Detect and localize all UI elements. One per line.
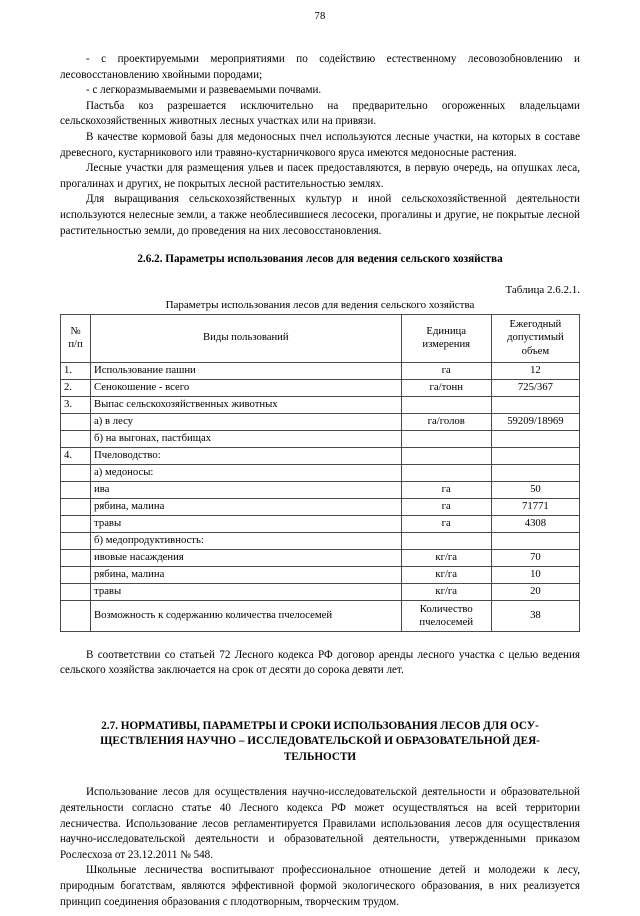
cell-type: ива	[91, 481, 402, 498]
cell-type: Возможность к содержанию количества пчелосемей	[91, 600, 402, 631]
header-cell-num	[61, 315, 91, 363]
cell-type: Сенокошение - всего	[91, 379, 402, 396]
cell-unit: га/тонн	[401, 379, 491, 396]
cell-num	[61, 464, 91, 481]
cell-vol: 12	[491, 362, 579, 379]
table-row	[61, 532, 580, 549]
table-label: Таблица 2.6.2.1.	[505, 284, 580, 297]
cell-type: рябина, малина	[91, 498, 402, 515]
cell-vol	[491, 430, 579, 447]
bullet-paragraph-2: - с легкоразмываемыми и развеваемыми почвами.	[86, 84, 322, 97]
cell-unit: га	[401, 362, 491, 379]
table-row	[61, 549, 580, 566]
cell-vol: 20	[491, 583, 579, 600]
header-num-line1: №	[70, 324, 81, 337]
cell-vol: 4308	[491, 515, 579, 532]
cell-type: Выпас сельскохозяйственных животных	[91, 396, 402, 413]
cell-unit: кг/га	[401, 566, 491, 583]
table-row	[61, 413, 580, 430]
table-row	[61, 498, 580, 515]
header-vol-line1: Ежегодный	[509, 318, 562, 331]
cell-num	[61, 532, 91, 549]
table-caption: Параметры использования лесов для ведения сельского хозяйства	[165, 299, 475, 312]
table-row	[61, 566, 580, 583]
table-row	[61, 600, 580, 631]
table-header-row	[61, 315, 580, 363]
table-row	[61, 481, 580, 498]
cell-num: 4.	[61, 447, 91, 464]
page-number: 78	[314, 11, 326, 22]
section-27-paragraph-2: Школьные лесничества воспитывают профессиональное отношение детей и молодежи к лесу, природным богатствам, являются эффективной формой экологического образования, в них реализуется принцип соединения образования с плодотворным, творческим трудом.	[60, 864, 580, 908]
header-unit-line1: Единица	[426, 324, 467, 337]
cell-num	[61, 413, 91, 430]
cell-type: б) на выгонах, пастбищах	[91, 430, 402, 447]
cell-num	[61, 498, 91, 515]
cell-vol: 70	[491, 549, 579, 566]
table-row	[61, 430, 580, 447]
body-paragraph-3: Лесные участки для размещения ульев и пасек предоставляются, в первую очередь, на опушках леса, прогалинах и других, не покрытых лесной растительностью землях.	[60, 162, 580, 190]
cell-num: 2.	[61, 379, 91, 396]
cell-vol: 59209/18969	[491, 413, 579, 430]
cell-num	[61, 566, 91, 583]
cell-unit: кг/га	[401, 549, 491, 566]
cell-num	[61, 481, 91, 498]
table-row	[61, 396, 580, 413]
cell-num: 3.	[61, 396, 91, 413]
cell-num	[61, 583, 91, 600]
after-table-paragraph: В соответствии со статьей 72 Лесного кодекса РФ договор аренды лесного участка с целью ведения сельского хозяйства заключается на срок от десяти до сорока девяти лет.	[60, 648, 580, 677]
cell-type: б) медопродуктивность:	[91, 532, 402, 549]
cell-num	[61, 430, 91, 447]
cell-unit	[401, 532, 491, 549]
table-row	[61, 583, 580, 600]
section-27-paragraph-1: Использование лесов для осуществления научно-исследовательской деятельности и образовательной деятельности согласно статье 40 Лесного кодекса РФ может осуществляться на всей территории лесничества. Использование лесов регламентируется Правилами использования лесов для осуществления научно-исследовательской деятельности и образовательной деятельности, утвержденными приказом Рослесхоза от 23.12.2011 № 548.	[60, 786, 580, 861]
body-paragraph-4: Для выращивания сельскохозяйственных культур и иной сельскохозяйственной деятельности используются нелесные земли, а также необлесившиеся лесосеки, прогалины и другие, не покрытые лесной растительностью земли, до проведения на них лесовосстановления.	[60, 193, 580, 237]
cell-type: Пчеловодство:	[91, 447, 402, 464]
document-page	[0, 11, 640, 916]
cell-unit: га	[401, 481, 491, 498]
cell-vol: 725/367	[491, 379, 579, 396]
cell-vol	[491, 396, 579, 413]
cell-unit-line2: пчелосемей	[419, 615, 474, 628]
page-content	[60, 22, 580, 910]
table-row	[61, 515, 580, 532]
cell-unit	[401, 447, 491, 464]
params-table	[60, 314, 580, 632]
table-body	[61, 362, 580, 631]
cell-type: ивовые насаждения	[91, 549, 402, 566]
cell-num	[61, 515, 91, 532]
cell-vol: 10	[491, 566, 579, 583]
cell-num: 1.	[61, 362, 91, 379]
body-paragraph-2: В качестве кормовой базы для медоносных пчел используются лесные участки, на которых в составе древесного, кустарникового или травяно-кустарничкового яруса имеются медоносные растения.	[60, 130, 580, 159]
cell-unit	[401, 430, 491, 447]
cell-unit: га	[401, 515, 491, 532]
header-vol-line3: объем	[521, 344, 550, 357]
cell-vol: 50	[491, 481, 579, 498]
section-heading-262: 2.6.2. Параметры использования лесов для ведения сельского хозяйства	[137, 253, 503, 266]
section-heading-27-line2: ЩЕСТВЛЕНИЯ НАУЧНО – ИССЛЕДОВАТЕЛЬСКОЙ И ОБРАЗОВАТЕЛЬНОЙ ДЕЯ-	[100, 735, 540, 748]
cell-type: а) медоносы:	[91, 464, 402, 481]
cell-unit: га/голов	[401, 413, 491, 430]
cell-num	[61, 549, 91, 566]
body-paragraph-1: Пастьба коз разрешается исключительно на предварительно огороженных владельцами сельскохозяйственных животных лесных участках или на привязи.	[60, 99, 580, 128]
section-heading-27-line1: 2.7. НОРМАТИВЫ, ПАРАМЕТРЫ И СРОКИ ИСПОЛЬЗОВАНИЯ ЛЕСОВ ДЛЯ ОСУ-	[101, 719, 539, 732]
cell-num	[61, 600, 91, 631]
cell-vol	[491, 464, 579, 481]
table-row	[61, 447, 580, 464]
cell-vol	[491, 532, 579, 549]
cell-vol: 38	[491, 600, 579, 631]
header-cell-vol	[491, 315, 579, 363]
cell-type: Использование пашни	[91, 362, 402, 379]
cell-type: травы	[91, 583, 402, 600]
cell-unit	[401, 464, 491, 481]
cell-unit-line1: Количество	[419, 602, 473, 615]
header-vol-line2: допустимый	[507, 331, 564, 344]
bullet-paragraph-1: - с проектируемыми мероприятиями по содействию естественному лесовозобновлению и лесовосстановлению хвойными породами;	[60, 53, 580, 81]
cell-type: а) в лесу	[91, 413, 402, 430]
cell-vol	[491, 447, 579, 464]
section-heading-27	[62, 719, 578, 766]
cell-unit	[401, 396, 491, 413]
cell-vol: 71771	[491, 498, 579, 515]
table-row	[61, 464, 580, 481]
section-heading-27-line3: ТЕЛЬНОСТИ	[283, 750, 357, 763]
header-cell-type: Виды пользований	[91, 315, 402, 363]
cell-unit: кг/га	[401, 583, 491, 600]
table-row	[61, 362, 580, 379]
cell-type: травы	[91, 515, 402, 532]
header-unit-line2: измерения	[422, 337, 471, 350]
header-num-line2: п/п	[68, 337, 83, 350]
cell-type: рябина, малина	[91, 566, 402, 583]
cell-unit: га	[401, 498, 491, 515]
cell-unit	[401, 600, 491, 631]
table-row	[61, 379, 580, 396]
header-cell-unit	[401, 315, 491, 363]
